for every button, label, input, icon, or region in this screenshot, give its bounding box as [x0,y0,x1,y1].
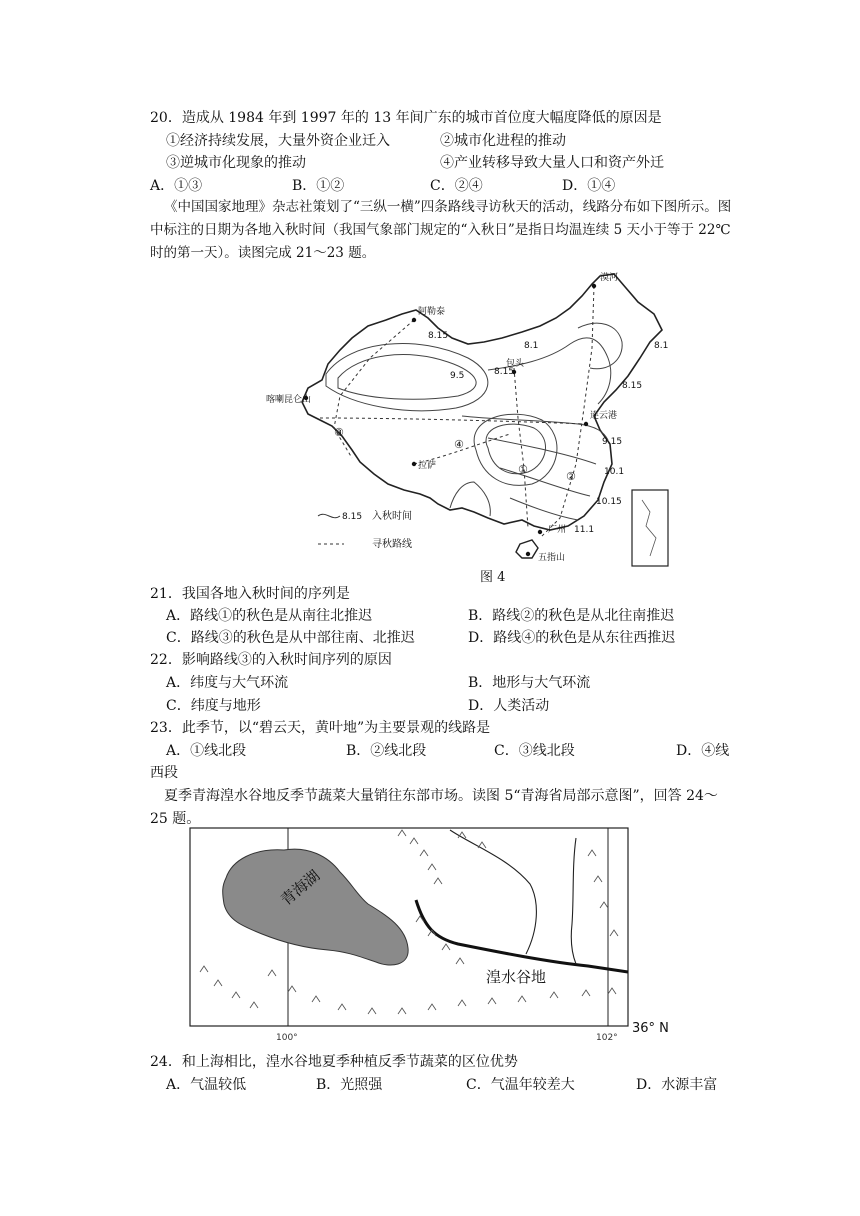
route-2-line [540,286,594,538]
isoline-label: 9.15 [602,437,623,447]
q20-item-4: ④产业转移导致大量人口和资产外迁 [440,155,664,171]
q24-option-d: D．水源丰富 [636,1077,718,1093]
sichuan-basin-isoline [486,424,545,474]
q24-option-c: C．气温年较差大 [466,1077,575,1093]
south-china-sea-inset [632,490,668,566]
label-wuzhishan: 五指山 [538,553,566,563]
lat-label-36n: 36° N [632,1021,669,1036]
intro-paragraph-1: 《中国国家地理》杂志社策划了“三纵一横”四条路线寻访秋天的活动，线路分布如下图所示。图中标注的日期为各地入秋时间（我国气象部门规定的“入秋日”是指日均温连续 5 天小于等于 22℃时的第一天）。读图完成 21～23 题。 [150,199,732,261]
q24-stem: 24．和上海相比，湟水谷地夏季种植反季节蔬菜的区位优势 [150,1054,518,1070]
map1-caption: 图 4 [480,570,506,585]
q22-option-b: B．地形与大气环流 [468,675,591,691]
label-baotou: 包头 [506,359,525,369]
route-1-label: ① [518,463,528,476]
q20-item-2: ②城市化进程的推动 [440,133,566,149]
isoline-label: 8.15 [494,367,515,377]
label-mohe: 漠河 [600,273,619,283]
isoline-label: 8.1 [524,341,539,351]
label-guangzhou: 广州 [548,525,567,535]
q20-option-c: C．②④ [430,178,483,194]
q24-option-a: A．气温较低 [166,1077,247,1093]
isoline-label: 11.1 [574,525,595,535]
q23-option-a: A．①线北段 [166,743,247,759]
legend-isoline-label: 入秋时间 [372,511,412,522]
q24-option-b: B．光照强 [316,1077,383,1093]
isoline-label: 8.1 [654,341,669,351]
isoline-label: 10.1 [604,467,625,477]
q23-option-c: C．③线北段 [494,743,575,759]
isoline-label: 10.15 [596,497,622,507]
q20-stem: 20．造成从 1984 年到 1997 年的 13 年间广东的城市首位度大幅度降低的原因是 [150,110,662,126]
label-lianyungang: 连云港 [590,411,618,421]
q22-option-c: C．纬度与地形 [166,698,261,714]
isoline-label: 8.15 [622,381,643,391]
q23-stem: 23．此季节，以“碧云天，黄叶地”为主要景观的线路是 [150,720,491,736]
q21-option-c: C．路线③的秋色是从中部往南、北推迟 [166,630,415,646]
q20-item-3: ③逆城市化现象的推动 [166,155,306,171]
q23-option-b: B．②线北段 [346,743,427,759]
legend-route-label: 寻秋路线 [372,539,412,550]
intro-paragraph-2: 夏季青海湟水谷地反季节蔬菜大量销往东部市场。读图 5“青海省局部示意图”，回答 24～25 题。 [150,788,718,827]
q21-stem: 21．我国各地入秋时间的序列是 [150,586,350,602]
q22-option-a: A．纬度与大气环流 [166,675,289,691]
q23-option-d-cont: 西段 [150,765,178,781]
huangshui-river [416,900,628,972]
lon-label-100: 100° [276,1033,298,1043]
isoline-11-1 [510,498,578,520]
isoline-label: 8.15 [428,331,449,341]
isoline-8-1 [578,323,622,369]
label-lhasa: 拉萨 [418,461,437,471]
qinghai-lake [223,849,408,965]
q20-option-d: D．①④ [562,178,616,194]
q21-option-a: A．路线①的秋色是从南往北推迟 [166,608,373,624]
valley-label: 湟水谷地 [486,968,547,986]
lon-label-102: 102° [596,1033,618,1043]
legend-isoline-sample: 8.15 [342,512,363,522]
isoline-label: 9.5 [450,371,465,381]
route-3-line [334,320,414,458]
q20-option-a: A．①③ [150,178,203,194]
q22-stem: 22．影响路线③的入秋时间序列的原因 [150,652,392,668]
qinghai-map [188,826,668,1044]
route-2-label: ② [566,470,576,483]
label-karakoram: 喀喇昆仑山 [266,395,312,405]
q21-option-d: D．路线④的秋色是从东往西推迟 [468,630,676,646]
route-4-label: ④ [454,438,464,451]
china-outline [302,274,662,530]
isoline-10-15 [500,468,590,496]
lake-label: 青海湖 [277,866,324,910]
label-altay: 阿勒泰 [418,307,446,317]
route-3-label: ③ [334,426,344,439]
q21-option-b: B．路线②的秋色是从北往南推迟 [468,608,675,624]
q20-option-b: B．①② [292,178,345,194]
q20-item-1: ①经济持续发展，大量外资企业迁入 [166,133,390,149]
china-autumn-map [266,268,670,570]
q23-option-d: D．④线 [676,743,730,759]
q22-option-d: D．人类活动 [468,698,550,714]
